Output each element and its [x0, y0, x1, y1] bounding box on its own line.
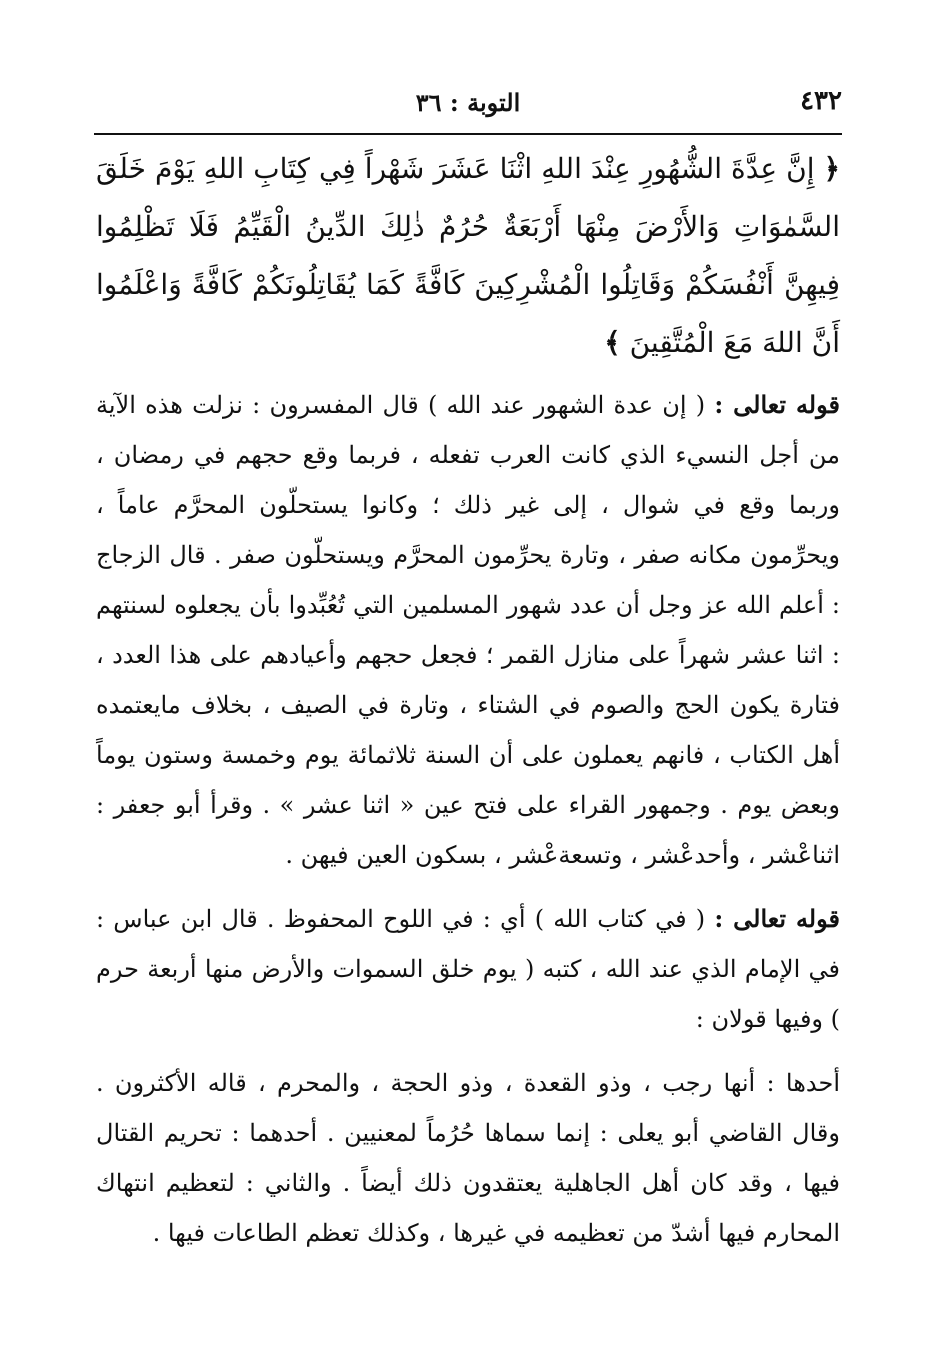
- paragraph-label: قوله تعالى :: [714, 390, 840, 419]
- paragraph-text: أحدها : أنها رجب ، وذو القعدة ، وذو الحجة ، والمحرم ، قاله الأكثرون . وقال القاضي أبو يعلى : إنما سماها حُرُماً لمعنيين . أحدهما : تحريم القتال فيها ، وقد كان أهل الجاهلية يعتقدون ذلك أيضاً . والثاني : لتعظيم انتهاك المحارم فيها أشدّ من تعظيمه في غيرها ، وكذلك تعظم الطاعات فيها .: [96, 1069, 840, 1247]
- commentary-paragraph-1: [96, 380, 840, 880]
- verse-text: إِنَّ عِدَّةَ الشُّهُورِ عِنْدَ اللهِ اثْنَا عَشَرَ شَهْراً فِي كِتَابِ اللهِ يَوْمَ خَلَقَ السَّمٰوَاتِ وَالأَرْضَ مِنْهَا أَرْبَعَةٌ حُرُمٌ ذٰلِكَ الدِّينُ الْقَيِّمُ فَلَا تَظْلِمُوا فِيهِنَّ أَنْفُسَكُمْ وَقَاتِلُوا الْمُشْرِكِينَ كَافَّةً كَمَا يُقَاتِلُونَكُمْ كَافَّةً وَاعْلَمُوا أَنَّ اللهَ مَعَ الْمُتَّقِينَ: [96, 152, 840, 359]
- page-body: [96, 140, 840, 1272]
- running-head: [94, 86, 842, 126]
- commentary-paragraph-2: [96, 894, 840, 1044]
- running-title: التوبة : ٣٦: [415, 88, 521, 117]
- header-rule: [94, 133, 842, 135]
- paragraph-text: ( في كتاب الله ) أي : في اللوح المحفوظ . قال ابن عباس : في الإمام الذي عند الله ، كتبه ( يوم خلق السموات والأرض منها أربعة حرم ) وفيها قولان :: [96, 905, 840, 1033]
- page-number: ٤٣٢: [800, 86, 842, 116]
- paragraph-label: قوله تعالى :: [714, 904, 840, 933]
- verse-close-bracket: ﴾: [604, 326, 621, 359]
- commentary-paragraph-3: [96, 1058, 840, 1258]
- verse-open-bracket: ﴿: [823, 152, 840, 185]
- paragraph-text: ( إن عدة الشهور عند الله ) قال المفسرون : نزلت هذه الآية من أجل النسيء الذي كانت العرب تفعله ، فربما وقع حجهم في رمضان ، وربما وقع في شوال ، إلى غير ذلك ؛ وكانوا يستحلّون المحرَّم عاماً ، ويحرِّمون مكانه صفر ، وتارة يحرِّمون المحرَّم ويستحلّون صفر . قال الزجاج : أعلم الله عز وجل أن عدد شهور المسلمين التي تُعُبِّدوا بأن يجعلوه لسنتهم : اثنا عشر شهراً على منازل القمر ؛ فجعل حجهم وأعيادهم على هذا العدد ، فتارة يكون الحج والصوم في الشتاء ، وتارة في الصيف ، بخلاف مايعتمده أهل الكتاب ، فانهم يعملون على أن السنة ثلاثمائة يوم وخمسة وستون يوماً وبعض يوم . وجمهور القراء على فتح عين « اثنا عشر » . وقرأ أبو جعفر : اثناعْشر ، وأحدعْشر ، وتسعةعْشر ، بسكون العين فيهن .: [96, 391, 841, 869]
- quran-verse: [96, 140, 840, 372]
